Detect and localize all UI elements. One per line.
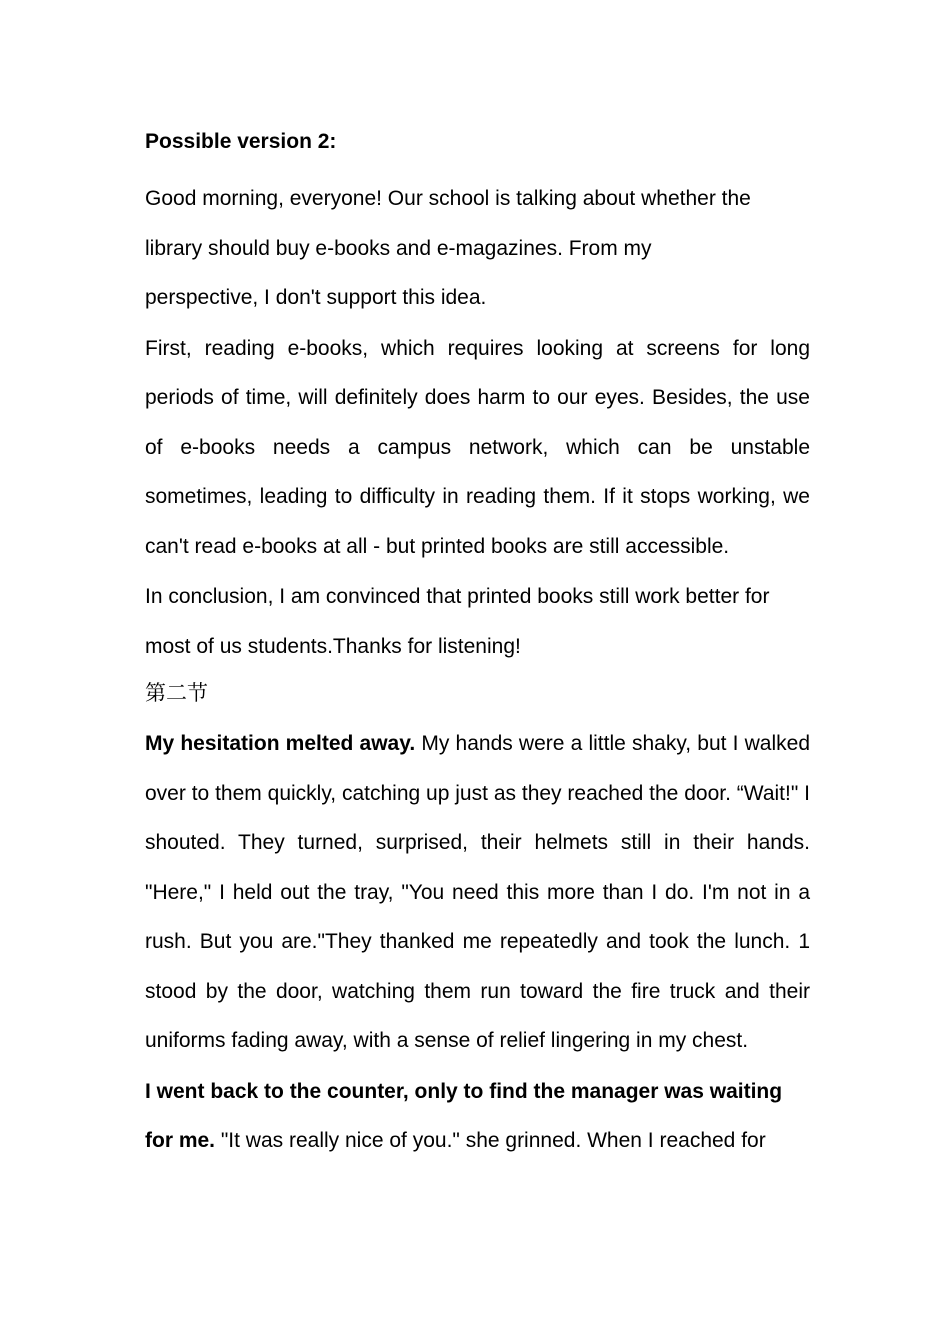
story-paragraph-2-lead: I went back to the counter, only to find the manager was waiting for me. [145, 1079, 783, 1152]
document-page [145, 120, 810, 1166]
story-paragraph-1-text: My hands were a little shaky, but I walked over to them quickly, catching up just as they reached the door. “Wait!" I shouted. They turned, surprised, their helmets still in their hands. "Here," I held out the tray, "You need this more than I do. I'm not in a rush. But you are."They thanked me repeatedly and took the lunch. 1 stood by the door, watching them run toward the fire truck and their uniforms fading away, with a sense of relief lingering in my chest. [145, 732, 811, 1052]
speech-intro: Good morning, everyone! Our school is talking about whether the library should buy e-books and e-magazines. From my perspective, I don't support this idea. [145, 187, 751, 309]
speech-conclusion: In conclusion, I am convinced that printed books still work better for most of us students.Thanks for listening! [145, 585, 770, 658]
story-paragraph-1-lead: My hesitation melted away. [145, 732, 416, 755]
story-paragraph-2 [145, 1067, 785, 1166]
version-heading: Possible version 2: [145, 130, 337, 153]
speech-body: First, reading e-books, which requires looking at screens for long periods of time, will definitely does harm to our eyes. Besides, the use of e-books needs a campus network, which can be unstable sometimes, leading to difficulty in reading them. If it stops working, we can't read e-books at all - but printed books are still accessible. [145, 336, 810, 558]
section-label: 第二节 [145, 681, 208, 705]
story-paragraph-2-text: "It was really nice of you." she grinned. When I reached for [215, 1129, 766, 1152]
story-paragraph-1 [145, 719, 810, 1066]
